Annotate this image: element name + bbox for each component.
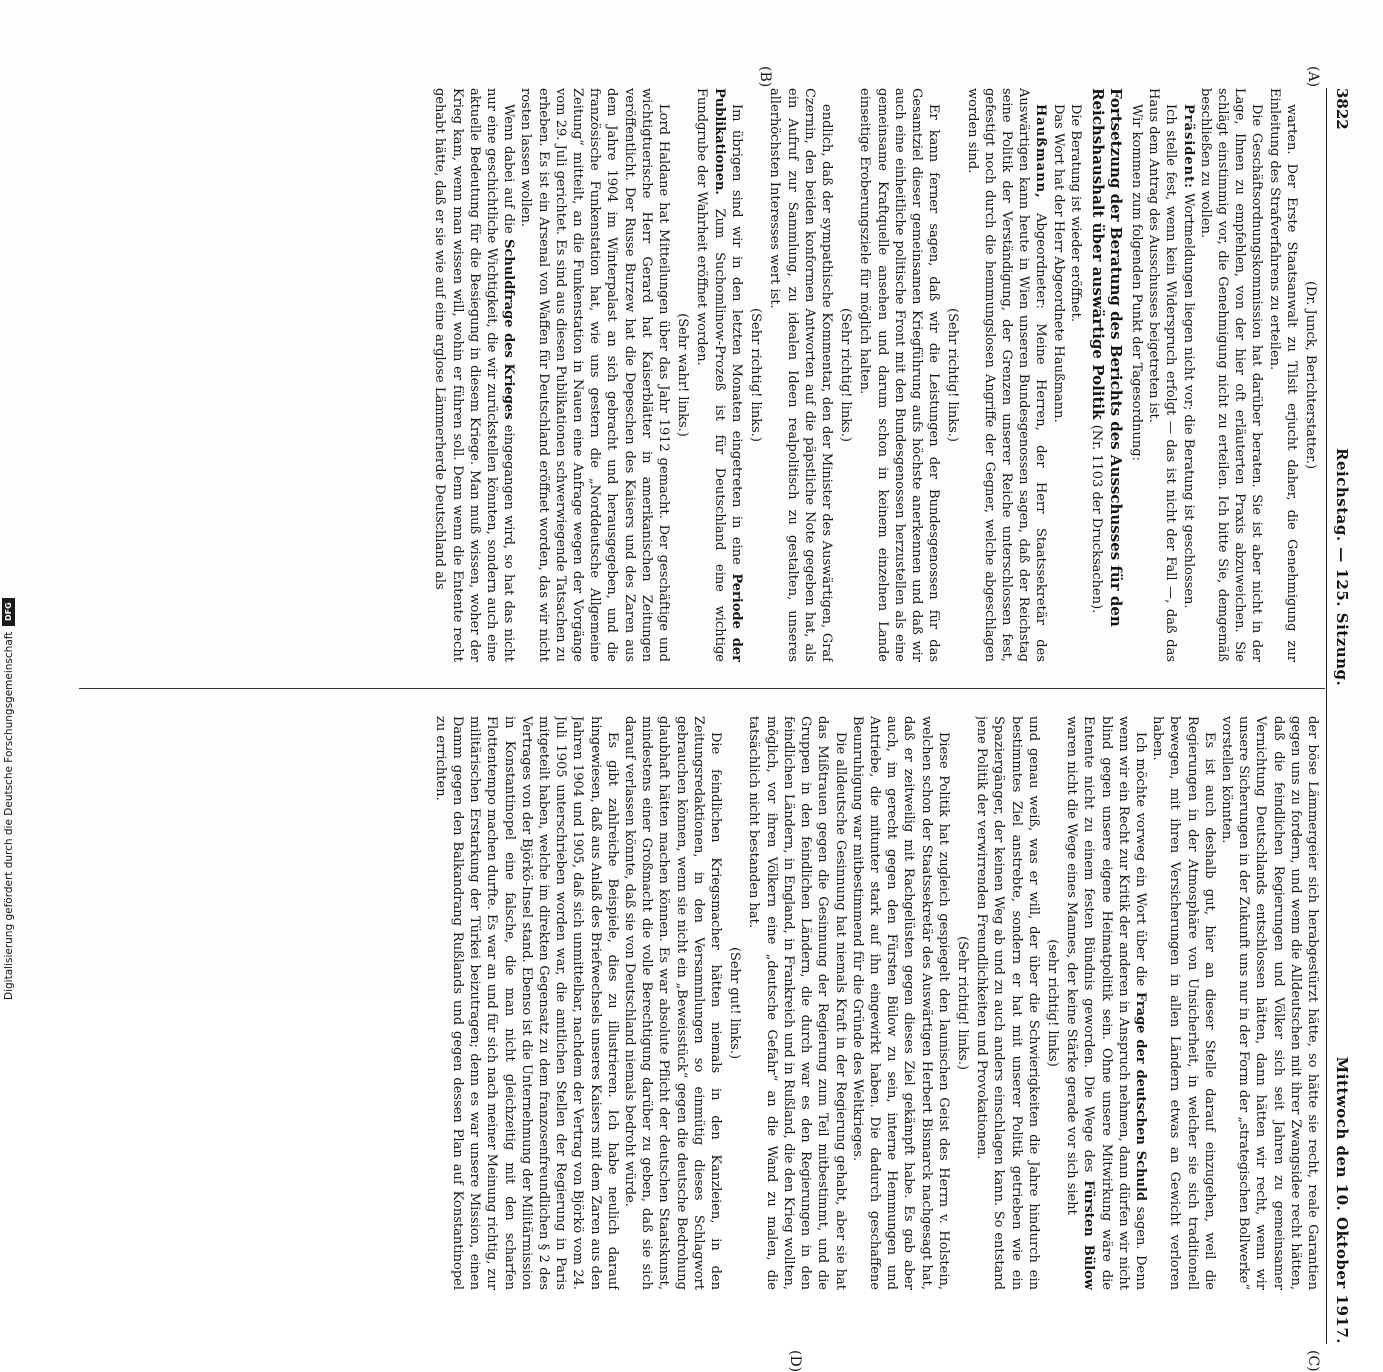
page-header [1331, 88, 1353, 1344]
text-run: Ich möchte vorweg ein Wort über die [1132, 732, 1148, 992]
page-number: 3822 [1333, 88, 1351, 130]
paragraph: Es ist auch deshalb gut, hier an dieser Stelle darauf einzugehen, weil die Regierungen in der Atmosphäre von Unsicherheit, in welcher sie sich traditionell bewegen, mit ihren Versicherungen in allen Ländern etwas an Gewicht verloren haben. [1150, 716, 1217, 1290]
emphasis: Fürsten Bülow [1081, 1180, 1097, 1290]
footer-credit [2, 10, 15, 1000]
paragraph: Die Geschäftsordnungskommission hat darüber beraten. Sie ist aber nicht in der Lage, Ihnen zu empfehlen, von der hier oft erläuterten Praxis abzuweichen. Sie schlägt einstimmig vor, die Genehmigung nicht zu erteilen. Ich bitte Sie, demgemäß beschließen zu wollen. [1197, 88, 1265, 662]
column-divider [79, 688, 1325, 689]
margin-marker-a: (A) [1305, 66, 1321, 88]
text-run: eingegangen wird, so hat das nicht nur eine geschichtliche Wichtigkeit, die wir zurückstellen könnten, sondern auch eine aktuelle Bedeutung für die Besiegung in diesem Kriege. Man muß wissen, woher der Krieg kam, wenn man wissen will, wohin er führen soll. Denn wenn die Entente recht gehabt hätte, daß er sie wie auf eine arglose Lämmerherde Deutschland als [432, 88, 517, 662]
header-rule [1326, 88, 1327, 1344]
paragraph: endlich, daß der sympathische Kommentar, den der Minister des Auswärtigen, Graf Czernin, den beiden konformen Antworten auf die päpstliche Note gegeben hat, als ein Aufruf zur Sammlung, zu idealen Ideen realpolitisch zu gestalten, unseres allerhöchsten Interesses wert ist. [767, 88, 834, 662]
paragraph: Das Wort hat der Herr Abgeordnete Haußmann. [1050, 104, 1066, 423]
speech-text: Abgeordneter: Meine Herren, der Herr Staatssekretär des Auswärtigen kann heute in Wien unseren Bundesgenossen sagen, daß der Reichstag seine Politik der Verständigung, der Grenzen unserer Reiche unterschlossen fest, gefestigt noch durch die hemmungslosen Angriffe der Gegner, welche abgeschlagen worden sind. [964, 88, 1049, 662]
paragraph: Diese Politik hat zugleich gespiegelt den launischen Geist des Herrn v. Holstein, welchen schon der Staatssekretär des Auswärtigen Herbert Bismarck nachgesagt hat, daß er zeitweilig mit Rachgelüsten gegen dieses Ziel gekämpft habe. Es gab aber auch, im gerecht gegen den Fürsten Bülow zu sein, interne Hemmungen und Antriebe, die mitunter stark auf ihn eingewirkt haben. Die dadurch geschaffene Beunruhigung war mitbestimmend für die Gründe des Weltkrieges. [849, 716, 951, 1290]
paragraph: Die alldeutsche Gesinnung hat niemals Kraft in der Regierung gehabt, aber sie hat das Mißtrauen gegen die Gesinnung der Regierung zum Teil mitbestimmt, und die Gruppen in den feindlichen Ländern, die durch war es den Regierungen in den feindlichen Ländern, in England, in Frankreich und in Rußland, die den Krieg wollten, möglich, vor ihren Völkern eine „deutsche Gefahr“ an die Wand zu malen, die tatsächlich nicht bestanden hat. [746, 716, 848, 1290]
header-session-title: Reichstag. — 125. Sitzung. [1333, 448, 1351, 687]
text-run: waren nicht die Wege eines Mannes, der keine Stärke gerade vor sich sieht [1064, 716, 1080, 1215]
paragraph: Ich stelle fest, wenn kein Widerspruch erfolgt — das ist nicht der Fall —, daß das Haus dem Antrag des Ausschusses beigetreten ist. [1146, 88, 1179, 662]
left-column [75, 88, 1321, 662]
paragraph [1063, 716, 1149, 1290]
paragraph: warten. Der Erste Staatsanwalt zu Tilsit erjucht daher, die Genehmigung zur Einleitung des Strafverfahrens zu erteilen. [1266, 88, 1299, 662]
paragraph: Wir kommen zum folgenden Punkt der Tagesordnung: [1128, 104, 1144, 461]
paragraph [431, 88, 517, 662]
margin-marker-d: (D) [787, 1350, 803, 1372]
applause-note: (Sehr gut! links.) [727, 946, 743, 1060]
paragraph [963, 88, 1049, 662]
emphasis: Frage der deutschen Schuld [1132, 991, 1148, 1202]
footer-credit-text: Digitalisierung gefördert durch die Deutsche Forschungsgemeinschaft [2, 631, 15, 1000]
applause-note: (Sehr richtig! links.) [954, 936, 970, 1070]
applause-note: (Sehr richtig! links.) [748, 308, 764, 442]
emphasis: Schuldfrage des Krieges [501, 239, 517, 420]
paragraph: der böse Lämmergeier sich herabgestürzt hätte, so hätte sie recht, reale Garantien gegen uns zu fordern, und wenn die Alldeutschen mit ihrer Zwangsidee recht hätten, daß die feindlichen Regierungen und Völker sich seit Jahren zu gemeinsamer Vernichtung Deutschlands entschlossen hätten, dann hätten wir recht, wenn wir unsere Sicherungen in der Zukunft uns nur in der Form der „strategischen Bollwerke“ vorstellen könnten. [1218, 716, 1320, 1290]
text-run: sagen. Denn wenn wir ein Recht zur Kritik der anderen in Anspruch nehmen, dann dürfen wir nicht blind gegen unsere eigene Heimatpolitik sein. Ohne unsere Mitwirkung wäre die Entente nicht zu einem festen Bündnis geworden. Die Wege des [1081, 716, 1148, 1290]
speech-text: Wortmeldungen liegen nicht vor; die Beratung ist geschlossen. [1180, 188, 1196, 609]
text-run: Im übrigen sind wir in den letzten Monaten eingetreten in eine [728, 104, 744, 574]
paragraph: Er kann ferner sagen, daß wir die Leistungen der Bundesgenossen für das Gesamtziel dieser gemeinsamen Kriegführung aufs höchste anerkennen und daß wir auch eine einheitliche politische Front mit den Bundesgenossen herzustellen als eine gemeinsame Kraftquelle ansehen und darum schon in keinem einzelnen Lande einseitige Eroberungsziele für möglich halten. [857, 88, 942, 662]
speaker-name: Haußmann, [1033, 104, 1049, 199]
applause-note: (Sehr wahr! links.) [675, 313, 691, 437]
dfg-logo: DFG [2, 598, 15, 626]
paragraph: Die feindlichen Kriegsmacher hätten niemals in den Kanzleien, in den Zeitungsredaktionen, in den Versammlungen so einmütig dieses Schlagwort gebrauchen können, wenn sie nicht ein „Beweisstück“ gegen die deutsche Bedrohung glaubhaft hätten machen können. Es war absolute Pflicht der deutschen Staatskunst, mindestens einer Großmacht die volle Berechtigung darüber zu geben, daß sie sich darauf verlassen könnte, daß sie von Deutschland niemals bedroht würde. [622, 716, 724, 1290]
paragraph: Lord Haldane hat Mitteilungen über das Jahr 1912 gemacht. Der geschäftige und wichtigtuerische Herr Gerard hat Kaiserblätter in amerikanischen Zeitungen veröffentlicht. Der Russe Burzew hat die Depeschen des Kaisers und des Zaren aus dem Jahre 1904 im Winterpalast an sich gebracht und herausgegeben, und die französische Funkenstation hat, wie uns gestern die „Norddeutsche Allgemeine Zeitung“ mitteilt, an die Funkenstation in Nauen eine Anfrage wegen der Vorgänge vom 29. Juli gerichtet. Es sind aus diesen Publikationen schwerwiegende Tatsachen zu erheben. Es ist ein Arsenal von Waffen für Deutschland eröffnet worden, das wir nicht rosten lassen wollen. [518, 88, 672, 662]
paragraph: Es gibt zahlreiche Beispiele, dies zu illustrieren. Ich habe neulich darauf hingewiesen, daß aus Anlaß des Briefwechsels unseres Kaisers mit dem Zaren aus den Jahren 1904 und 1905, daß sich unmittelbar, nachdem der Vertrag von Björkö vom 24. Juli 1905 unterschrieben worden war, die amtlichen Stellen der Regierung in Paris mitgeteilt haben, welche im direkten Gegensatz zu dem franzosenfreundlichen § 2 des Vertrages von der Björkö-Insel stand. Ebenso ist die Unternehmung der Militärmission in Konstantinopel eine falsche, die man nicht gleichzeitig mit den scharfen Flottentempo machen durfte. Es war an und für sich nach meiner Meinung richtig, zur militärischen Erstarkung der Türkei beizutragen; denn es war unsere Mission, einen Damm gegen den Balkandrang Rußlands und gegen dessen Plan auf Konstantinopel zu errichten. [432, 716, 620, 1290]
header-date: Mittwoch den 10. Oktober 1917. [1333, 1056, 1351, 1344]
emphasis: Periode der Publikationen. [711, 88, 744, 662]
speaker-name: Präsident: [1180, 104, 1196, 189]
right-column [75, 716, 1321, 1290]
agenda-heading-title: Fortsetzung der Beratung des Berichts des Ausschusses für den Reichshaushalt über auswärtige Politik [1088, 88, 1125, 627]
text-run: Wenn dabei auf die [501, 104, 517, 240]
paragraph: und genau weiß, was er will, der über die Schwierigkeiten die Jahre hindurch ein bestimmtes Ziel anstrebte, sondern er hat mit unserer Politik getrieben wie ein Spaziergänger, der keinen Weg ab und zu auch anders einschlagen kann. So entstand jene Politik der verwirrenden Freundlichkeiten und Provokationen. [974, 716, 1041, 1290]
agenda-heading [1087, 88, 1125, 662]
applause-note: (Sehr richtig! links.) [838, 308, 854, 442]
margin-marker-c: (C) [1305, 1350, 1321, 1372]
speaker-note: (Dr. Junck, Berichterstatter.) [1303, 280, 1318, 470]
paragraph: Die Beratung ist wieder eröffnet. [1067, 104, 1083, 322]
paragraph [693, 88, 745, 662]
text-run: Zum Suchomlinow-Prozeß ist für Deutschland eine wichtige Fundgrube der Wahrheit eröffnet worden. [694, 88, 727, 662]
applause-note: (sehr richtig! links) [1044, 939, 1060, 1067]
agenda-heading-reference: (Nr. 1103 der Drucksachen). [1088, 424, 1104, 614]
margin-marker-b: (B) [757, 66, 773, 88]
applause-note: (Sehr richtig! links.) [945, 308, 961, 442]
paragraph [1179, 88, 1196, 662]
